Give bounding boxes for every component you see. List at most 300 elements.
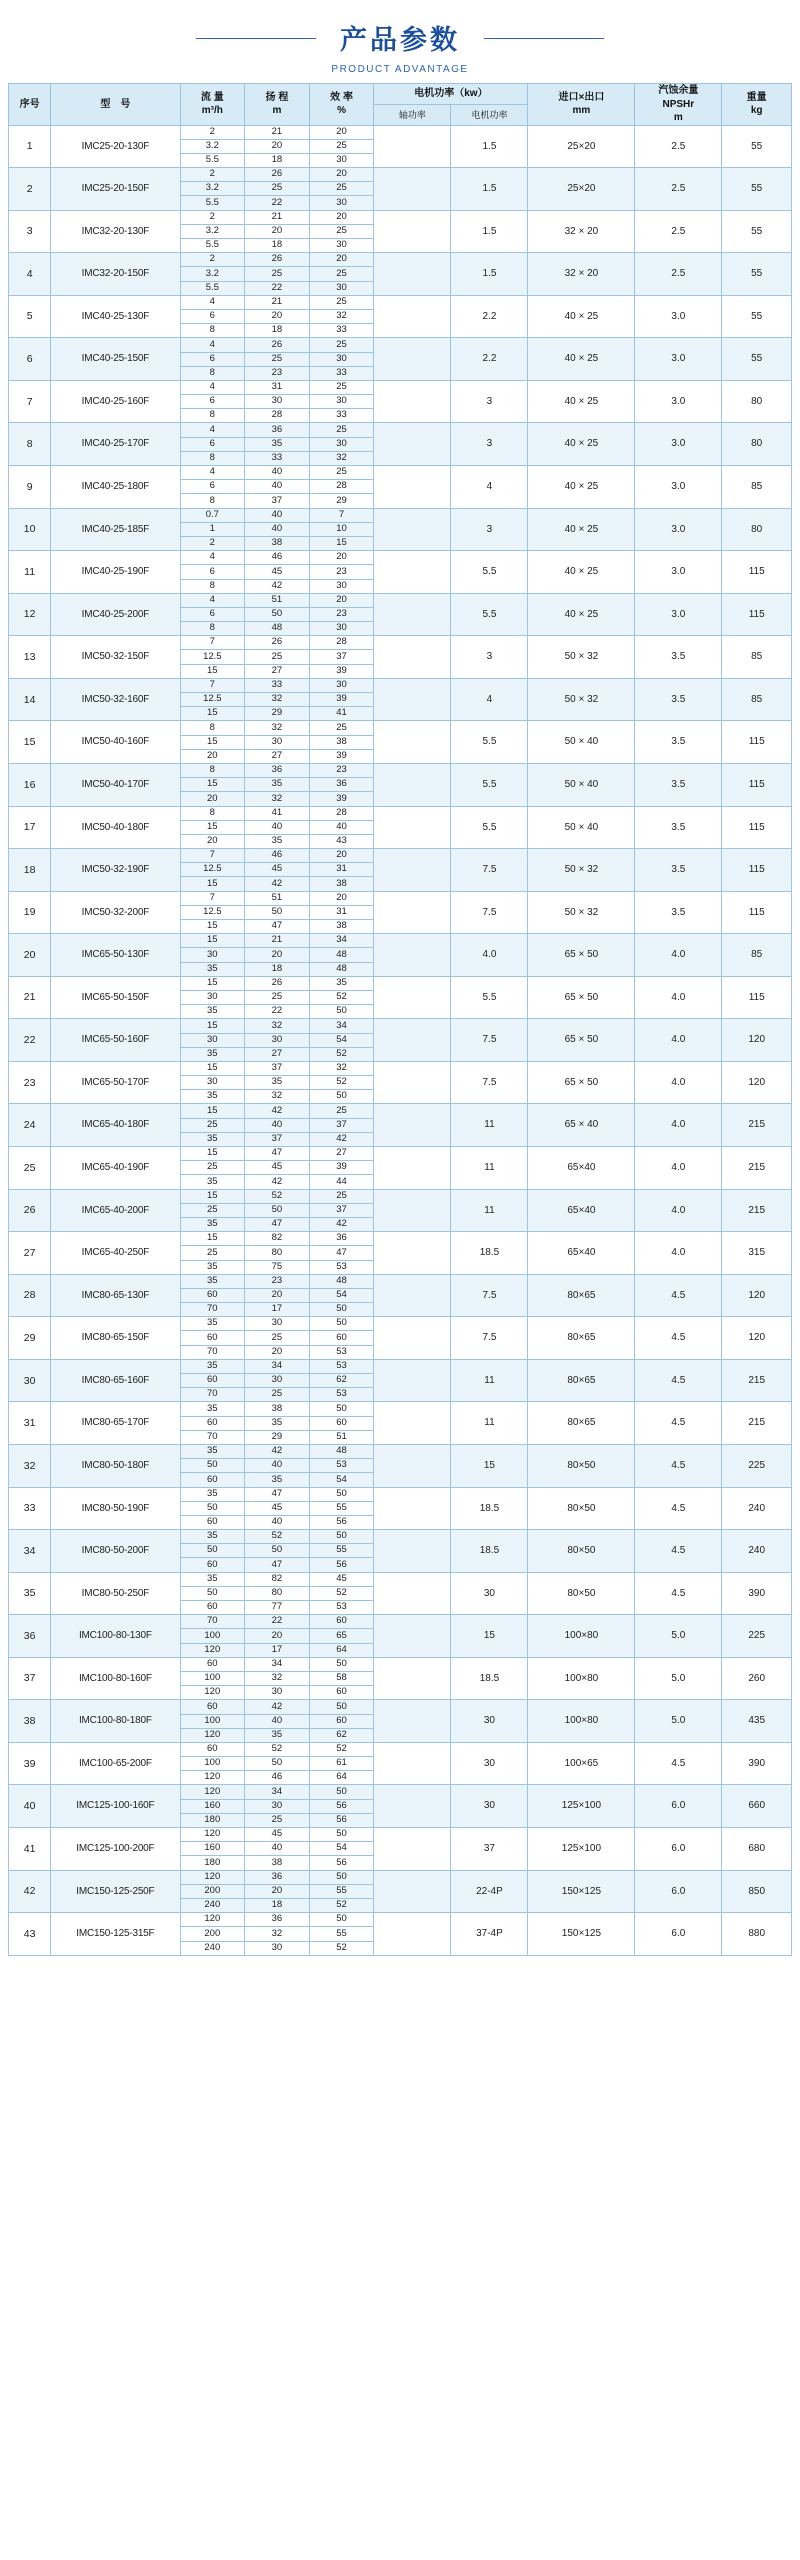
cell-inlet-outlet: 40 × 25 xyxy=(528,380,635,423)
cell-flow: 120 xyxy=(180,1870,245,1884)
cell-flow: 5.5 xyxy=(180,153,245,167)
row-model: IMC40-25-180F xyxy=(51,466,180,509)
row-model: IMC80-65-160F xyxy=(51,1359,180,1402)
cell-head: 20 xyxy=(245,309,310,323)
cell-weight: 55 xyxy=(722,253,792,296)
cell-eff: 53 xyxy=(309,1345,374,1359)
cell-eff: 48 xyxy=(309,1274,374,1288)
cell-flow: 8 xyxy=(180,806,245,820)
cell-npsh: 4.0 xyxy=(635,1189,722,1232)
cell-flow: 180 xyxy=(180,1813,245,1827)
cell-head: 32 xyxy=(245,1927,310,1941)
cell-flow: 100 xyxy=(180,1671,245,1685)
cell-eff: 54 xyxy=(309,1473,374,1487)
cell-eff: 28 xyxy=(309,636,374,650)
cell-head: 34 xyxy=(245,1359,310,1373)
cell-shaft-power xyxy=(374,1104,451,1147)
cell-head: 25 xyxy=(245,182,310,196)
cell-npsh: 4.0 xyxy=(635,1104,722,1147)
cell-head: 18 xyxy=(245,239,310,253)
cell-flow: 8 xyxy=(180,622,245,636)
row-model: IMC80-65-170F xyxy=(51,1402,180,1445)
cell-eff: 60 xyxy=(309,1416,374,1430)
cell-inlet-outlet: 65 × 50 xyxy=(528,976,635,1019)
row-model: IMC100-80-180F xyxy=(51,1700,180,1743)
table-row xyxy=(9,1402,792,1416)
cell-head: 52 xyxy=(245,1530,310,1544)
cell-eff: 20 xyxy=(309,891,374,905)
cell-npsh: 4.5 xyxy=(635,1402,722,1445)
cell-head: 25 xyxy=(245,650,310,664)
table-row xyxy=(9,1828,792,1842)
row-model: IMC32-20-150F xyxy=(51,253,180,296)
table-row xyxy=(9,678,792,692)
cell-flow: 35 xyxy=(180,1572,245,1586)
cell-eff: 30 xyxy=(309,678,374,692)
cell-flow: 60 xyxy=(180,1473,245,1487)
table-header xyxy=(9,84,792,126)
cell-eff: 42 xyxy=(309,1217,374,1231)
table-row xyxy=(9,1104,792,1118)
cell-npsh: 3.0 xyxy=(635,380,722,423)
cell-flow: 8 xyxy=(180,579,245,593)
cell-flow: 100 xyxy=(180,1629,245,1643)
cell-flow: 4 xyxy=(180,593,245,607)
cell-head: 40 xyxy=(245,1118,310,1132)
cell-shaft-power xyxy=(374,1402,451,1445)
cell-inlet-outlet: 40 × 25 xyxy=(528,295,635,338)
cell-npsh: 3.0 xyxy=(635,551,722,594)
cell-shaft-power xyxy=(374,1572,451,1615)
row-model: IMC65-50-170F xyxy=(51,1061,180,1104)
cell-head: 25 xyxy=(245,1813,310,1827)
cell-head: 50 xyxy=(245,1203,310,1217)
row-model: IMC40-25-185F xyxy=(51,508,180,551)
row-model: IMC100-65-200F xyxy=(51,1742,180,1785)
row-index: 42 xyxy=(9,1870,51,1913)
cell-head: 20 xyxy=(245,1629,310,1643)
row-index: 8 xyxy=(9,423,51,466)
cell-inlet-outlet: 50 × 40 xyxy=(528,763,635,806)
cell-head: 20 xyxy=(245,1884,310,1898)
cell-npsh: 4.5 xyxy=(635,1359,722,1402)
cell-npsh: 4.5 xyxy=(635,1274,722,1317)
cell-head: 50 xyxy=(245,1544,310,1558)
row-index: 37 xyxy=(9,1657,51,1700)
table-row xyxy=(9,1913,792,1927)
cell-flow: 120 xyxy=(180,1771,245,1785)
cell-head: 35 xyxy=(245,1473,310,1487)
cell-head: 45 xyxy=(245,1501,310,1515)
cell-head: 35 xyxy=(245,1076,310,1090)
cell-eff: 25 xyxy=(309,139,374,153)
cell-head: 40 xyxy=(245,522,310,536)
row-model: IMC125-100-160F xyxy=(51,1785,180,1828)
table-row xyxy=(9,1870,792,1884)
cell-eff: 53 xyxy=(309,1359,374,1373)
cell-head: 18 xyxy=(245,324,310,338)
cell-motor-power: 30 xyxy=(451,1785,528,1828)
cell-weight: 85 xyxy=(722,636,792,679)
cell-eff: 23 xyxy=(309,763,374,777)
cell-motor-power: 18.5 xyxy=(451,1487,528,1530)
cell-flow: 120 xyxy=(180,1828,245,1842)
row-model: IMC32-20-130F xyxy=(51,210,180,253)
cell-eff: 64 xyxy=(309,1643,374,1657)
cell-inlet-outlet: 80×65 xyxy=(528,1359,635,1402)
cell-head: 35 xyxy=(245,437,310,451)
table-row xyxy=(9,849,792,863)
cell-eff: 20 xyxy=(309,849,374,863)
cell-shaft-power xyxy=(374,1232,451,1275)
cell-eff: 56 xyxy=(309,1856,374,1870)
cell-flow: 15 xyxy=(180,735,245,749)
cell-eff: 52 xyxy=(309,1898,374,1912)
cell-eff: 61 xyxy=(309,1757,374,1771)
cell-flow: 6 xyxy=(180,565,245,579)
cell-eff: 50 xyxy=(309,1402,374,1416)
cell-head: 21 xyxy=(245,210,310,224)
cell-weight: 115 xyxy=(722,806,792,849)
cell-weight: 225 xyxy=(722,1615,792,1658)
table-row xyxy=(9,1189,792,1203)
cell-eff: 36 xyxy=(309,1232,374,1246)
cell-eff: 20 xyxy=(309,210,374,224)
cell-shaft-power xyxy=(374,849,451,892)
cell-weight: 55 xyxy=(722,125,792,168)
cell-head: 27 xyxy=(245,749,310,763)
cell-inlet-outlet: 100×80 xyxy=(528,1615,635,1658)
cell-eff: 30 xyxy=(309,239,374,253)
cell-motor-power: 18.5 xyxy=(451,1530,528,1573)
cell-head: 46 xyxy=(245,849,310,863)
cell-eff: 15 xyxy=(309,536,374,550)
table-row xyxy=(9,508,792,522)
row-index: 36 xyxy=(9,1615,51,1658)
cell-shaft-power xyxy=(374,1019,451,1062)
row-index: 16 xyxy=(9,763,51,806)
cell-shaft-power xyxy=(374,976,451,1019)
cell-head: 26 xyxy=(245,636,310,650)
cell-flow: 35 xyxy=(180,1530,245,1544)
cell-eff: 54 xyxy=(309,1288,374,1302)
row-index: 25 xyxy=(9,1147,51,1190)
cell-inlet-outlet: 80×50 xyxy=(528,1444,635,1487)
cell-motor-power: 11 xyxy=(451,1189,528,1232)
cell-flow: 70 xyxy=(180,1430,245,1444)
cell-inlet-outlet: 40 × 25 xyxy=(528,508,635,551)
row-index: 20 xyxy=(9,934,51,977)
cell-npsh: 6.0 xyxy=(635,1870,722,1913)
cell-flow: 2 xyxy=(180,125,245,139)
col-head-unit: m xyxy=(272,105,282,117)
cell-flow: 2 xyxy=(180,210,245,224)
col-motor-power: 电机功率（kw） xyxy=(374,84,528,105)
cell-npsh: 4.5 xyxy=(635,1444,722,1487)
cell-motor-power: 5.5 xyxy=(451,806,528,849)
cell-inlet-outlet: 80×50 xyxy=(528,1572,635,1615)
cell-eff: 56 xyxy=(309,1558,374,1572)
cell-head: 36 xyxy=(245,763,310,777)
cell-head: 47 xyxy=(245,920,310,934)
cell-npsh: 3.5 xyxy=(635,806,722,849)
cell-npsh: 4.5 xyxy=(635,1742,722,1785)
col-inout-name: 进口×出口 xyxy=(558,91,605,103)
table-row xyxy=(9,380,792,394)
cell-head: 80 xyxy=(245,1246,310,1260)
cell-inlet-outlet: 150×125 xyxy=(528,1870,635,1913)
cell-head: 47 xyxy=(245,1487,310,1501)
row-index: 28 xyxy=(9,1274,51,1317)
cell-motor-power: 18.5 xyxy=(451,1657,528,1700)
row-model: IMC65-40-190F xyxy=(51,1147,180,1190)
cell-eff: 33 xyxy=(309,409,374,423)
cell-npsh: 4.0 xyxy=(635,1147,722,1190)
cell-eff: 33 xyxy=(309,324,374,338)
cell-motor-power: 4 xyxy=(451,678,528,721)
cell-npsh: 3.5 xyxy=(635,891,722,934)
cell-inlet-outlet: 32 × 20 xyxy=(528,253,635,296)
row-index: 10 xyxy=(9,508,51,551)
cell-eff: 34 xyxy=(309,1019,374,1033)
cell-head: 32 xyxy=(245,792,310,806)
cell-head: 30 xyxy=(245,1374,310,1388)
cell-eff: 50 xyxy=(309,1870,374,1884)
cell-eff: 30 xyxy=(309,281,374,295)
table-row xyxy=(9,593,792,607)
cell-weight: 115 xyxy=(722,721,792,764)
cell-shaft-power xyxy=(374,423,451,466)
table-row xyxy=(9,1061,792,1075)
cell-weight: 55 xyxy=(722,338,792,381)
cell-eff: 20 xyxy=(309,168,374,182)
cell-head: 35 xyxy=(245,778,310,792)
cell-motor-power: 11 xyxy=(451,1359,528,1402)
cell-npsh: 3.0 xyxy=(635,295,722,338)
cell-inlet-outlet: 65×40 xyxy=(528,1232,635,1275)
cell-eff: 30 xyxy=(309,196,374,210)
row-index: 7 xyxy=(9,380,51,423)
cell-flow: 35 xyxy=(180,1090,245,1104)
cell-flow: 4 xyxy=(180,466,245,480)
row-index: 40 xyxy=(9,1785,51,1828)
cell-eff: 27 xyxy=(309,1147,374,1161)
cell-head: 40 xyxy=(245,1459,310,1473)
cell-flow: 60 xyxy=(180,1742,245,1756)
row-index: 22 xyxy=(9,1019,51,1062)
cell-head: 33 xyxy=(245,678,310,692)
cell-eff: 25 xyxy=(309,1189,374,1203)
cell-head: 46 xyxy=(245,1771,310,1785)
col-eff-name: 效 率 xyxy=(330,91,353,103)
cell-shaft-power xyxy=(374,593,451,636)
cell-flow: 15 xyxy=(180,877,245,891)
cell-head: 25 xyxy=(245,1331,310,1345)
cell-flow: 25 xyxy=(180,1203,245,1217)
cell-eff: 25 xyxy=(309,1104,374,1118)
cell-weight: 115 xyxy=(722,976,792,1019)
table-row xyxy=(9,423,792,437)
cell-head: 80 xyxy=(245,1586,310,1600)
cell-inlet-outlet: 100×65 xyxy=(528,1742,635,1785)
table-row xyxy=(9,1657,792,1671)
row-index: 38 xyxy=(9,1700,51,1743)
cell-flow: 35 xyxy=(180,1175,245,1189)
cell-head: 38 xyxy=(245,536,310,550)
cell-head: 27 xyxy=(245,1047,310,1061)
cell-motor-power: 7.5 xyxy=(451,1061,528,1104)
cell-flow: 35 xyxy=(180,1317,245,1331)
cell-head: 47 xyxy=(245,1558,310,1572)
cell-flow: 60 xyxy=(180,1515,245,1529)
cell-head: 25 xyxy=(245,352,310,366)
cell-inlet-outlet: 50 × 40 xyxy=(528,806,635,849)
cell-motor-power: 1.5 xyxy=(451,210,528,253)
cell-head: 51 xyxy=(245,593,310,607)
cell-npsh: 6.0 xyxy=(635,1785,722,1828)
cell-head: 30 xyxy=(245,735,310,749)
cell-head: 35 xyxy=(245,1728,310,1742)
cell-shaft-power xyxy=(374,1061,451,1104)
cell-weight: 390 xyxy=(722,1572,792,1615)
cell-motor-power: 15 xyxy=(451,1444,528,1487)
cell-eff: 48 xyxy=(309,962,374,976)
cell-npsh: 4.0 xyxy=(635,976,722,1019)
cell-head: 32 xyxy=(245,693,310,707)
cell-flow: 120 xyxy=(180,1913,245,1927)
cell-flow: 6 xyxy=(180,437,245,451)
table-row xyxy=(9,934,792,948)
page-subtitle: PRODUCT ADVANTAGE xyxy=(331,64,469,75)
cell-inlet-outlet: 100×80 xyxy=(528,1700,635,1743)
cell-motor-power: 2.2 xyxy=(451,295,528,338)
cell-eff: 50 xyxy=(309,1005,374,1019)
cell-head: 40 xyxy=(245,508,310,522)
cell-motor-power: 7.5 xyxy=(451,849,528,892)
cell-flow: 5.5 xyxy=(180,281,245,295)
cell-eff: 52 xyxy=(309,1047,374,1061)
cell-flow: 50 xyxy=(180,1501,245,1515)
table-row xyxy=(9,636,792,650)
cell-inlet-outlet: 65 × 50 xyxy=(528,934,635,977)
cell-eff: 29 xyxy=(309,494,374,508)
cell-weight: 880 xyxy=(722,1913,792,1956)
cell-flow: 25 xyxy=(180,1118,245,1132)
cell-head: 22 xyxy=(245,1615,310,1629)
cell-weight: 55 xyxy=(722,168,792,211)
cell-eff: 44 xyxy=(309,1175,374,1189)
cell-motor-power: 1.5 xyxy=(451,125,528,168)
cell-weight: 215 xyxy=(722,1359,792,1402)
cell-flow: 4 xyxy=(180,551,245,565)
row-index: 32 xyxy=(9,1444,51,1487)
cell-head: 31 xyxy=(245,380,310,394)
cell-eff: 25 xyxy=(309,295,374,309)
cell-inlet-outlet: 50 × 32 xyxy=(528,849,635,892)
row-index: 39 xyxy=(9,1742,51,1785)
cell-eff: 25 xyxy=(309,380,374,394)
cell-npsh: 4.5 xyxy=(635,1317,722,1360)
cell-head: 45 xyxy=(245,1161,310,1175)
cell-flow: 30 xyxy=(180,1076,245,1090)
cell-flow: 4 xyxy=(180,338,245,352)
cell-weight: 115 xyxy=(722,593,792,636)
row-model: IMC40-25-170F xyxy=(51,423,180,466)
cell-eff: 39 xyxy=(309,749,374,763)
cell-motor-power: 18.5 xyxy=(451,1232,528,1275)
cell-flow: 8 xyxy=(180,451,245,465)
row-index: 15 xyxy=(9,721,51,764)
cell-eff: 55 xyxy=(309,1884,374,1898)
cell-inlet-outlet: 40 × 25 xyxy=(528,466,635,509)
cell-npsh: 4.0 xyxy=(635,1232,722,1275)
cell-flow: 60 xyxy=(180,1700,245,1714)
col-shaft-power: 轴功率 xyxy=(374,104,451,125)
row-index: 14 xyxy=(9,678,51,721)
cell-weight: 660 xyxy=(722,1785,792,1828)
cell-eff: 39 xyxy=(309,693,374,707)
cell-eff: 60 xyxy=(309,1331,374,1345)
cell-head: 42 xyxy=(245,579,310,593)
cell-head: 40 xyxy=(245,1714,310,1728)
cell-flow: 15 xyxy=(180,707,245,721)
cell-motor-power: 3 xyxy=(451,636,528,679)
cell-head: 30 xyxy=(245,395,310,409)
cell-head: 52 xyxy=(245,1742,310,1756)
cell-motor-power: 7.5 xyxy=(451,1317,528,1360)
table-row xyxy=(9,1359,792,1373)
col-model: 型 号 xyxy=(51,84,180,126)
cell-motor-power: 3 xyxy=(451,380,528,423)
cell-head: 46 xyxy=(245,551,310,565)
cell-flow: 7 xyxy=(180,636,245,650)
cell-inlet-outlet: 40 × 25 xyxy=(528,423,635,466)
row-index: 24 xyxy=(9,1104,51,1147)
cell-flow: 2 xyxy=(180,168,245,182)
col-head-name: 扬 程 xyxy=(265,91,289,103)
cell-shaft-power xyxy=(374,295,451,338)
cell-motor-power: 5.5 xyxy=(451,593,528,636)
cell-weight: 85 xyxy=(722,678,792,721)
cell-eff: 33 xyxy=(309,366,374,380)
cell-head: 32 xyxy=(245,721,310,735)
row-model: IMC50-40-180F xyxy=(51,806,180,849)
cell-eff: 25 xyxy=(309,224,374,238)
cell-head: 29 xyxy=(245,707,310,721)
cell-eff: 25 xyxy=(309,721,374,735)
col-index: 序号 xyxy=(9,84,51,126)
table-row xyxy=(9,210,792,224)
cell-motor-power: 5.5 xyxy=(451,551,528,594)
cell-eff: 50 xyxy=(309,1700,374,1714)
cell-inlet-outlet: 80×65 xyxy=(528,1317,635,1360)
row-model: IMC40-25-190F xyxy=(51,551,180,594)
cell-inlet-outlet: 65 × 40 xyxy=(528,1104,635,1147)
cell-eff: 38 xyxy=(309,877,374,891)
col-npsh-sub: NPSHr xyxy=(662,98,695,110)
cell-inlet-outlet: 40 × 25 xyxy=(528,551,635,594)
cell-weight: 850 xyxy=(722,1870,792,1913)
row-index: 3 xyxy=(9,210,51,253)
cell-flow: 6 xyxy=(180,480,245,494)
table-row xyxy=(9,1444,792,1458)
cell-head: 18 xyxy=(245,962,310,976)
col-npsh-name: 汽蚀余量 xyxy=(658,85,699,96)
cell-flow: 30 xyxy=(180,948,245,962)
cell-inlet-outlet: 32 × 20 xyxy=(528,210,635,253)
cell-shaft-power xyxy=(374,1359,451,1402)
cell-eff: 28 xyxy=(309,806,374,820)
